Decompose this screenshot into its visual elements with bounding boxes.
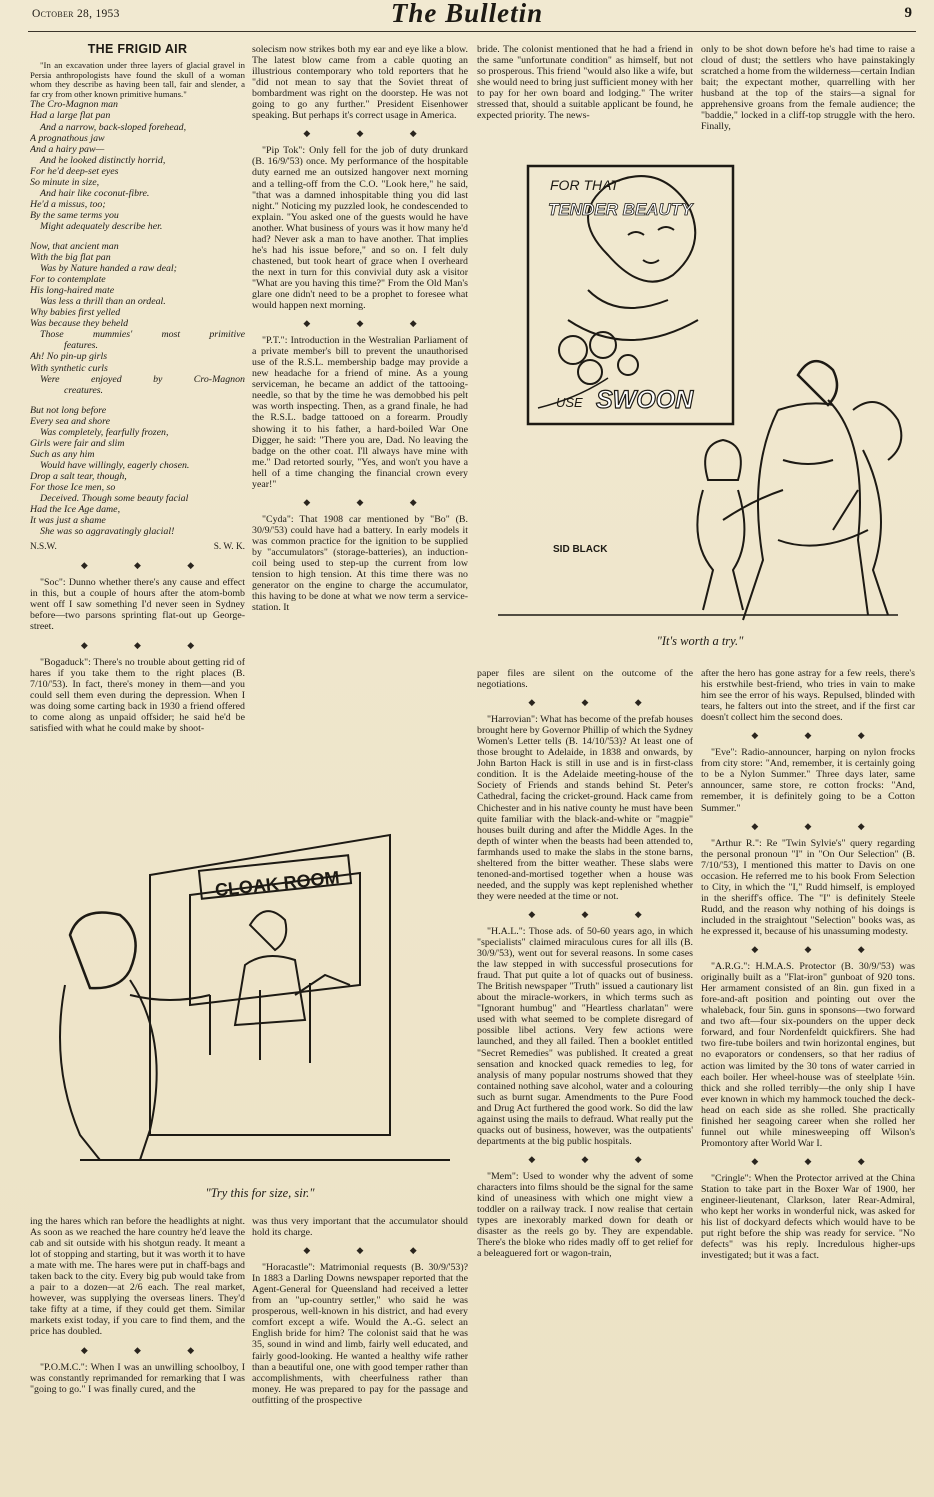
swoon-cartoon [478,160,915,622]
column-1-bottom [30,1216,245,1474]
paragraph-continued: was thus very important that the accumulator should hold its charge. [252,1216,468,1239]
paragraph-eve: "Eve": Radio-announcer, harping on nylon frocks from city store: "And, remember, it is certainly going to be a Nylon Summer." Three days later, same announcer, same store, re cotton frocks: "And, remember, it is definitely going to be a Cotton Summer." [701,747,915,814]
column-3 [477,668,693,1464]
section-separator: ◆ ◆ ◆ [528,697,664,708]
swoon-cartoon-drawing [478,160,915,622]
poem-stanza: Now, that ancient man With the big flat pan Was by Nature handed a raw deal; For to contemplate His long-haired mate Was less a thrill than an ordeal. Why babies first yelled Was because they beheld Those mummies' most primitive features. Ah! No pin-up girls With synthetic curls Were enjoyed by Cro-Magnon creatures. [30,240,245,396]
issue-date: October 28, 1953 [32,8,120,20]
paragraph-pt: "P.T.": Introduction in the Westralian Parliament of a private member's bill to prevent the unauthorised use of the R.S.L. membership badge may provide a new headache for a friend of mine. As a young serviceman, he became an addict of the tattooing-needle, so that by the time he was demobbed his pelt was worth inspecting. Then, as a grand finale, he had the R.S.L. badge tattooed on a forearm. Proudly showing it to his father, a hard-boiled War One Digger, he said: "There you are, Dad. No leaving the badge on the other coat. I'll always have mine with me." Dad retorted sourly, "Yes, and won't you have a hell of a time changing the financial crown every year!" [252,335,468,490]
column-4-top [701,44,915,152]
paragraph-continued: bride. The colonist mentioned that he had a friend in the same "unfortunate condition" as himself, but not so prosperous. This friend "would also like a wife, but she would need to bring just sufficient money with her to pay for her own board and lodging." The writer stressed that, should a suitable applicant be found, he expected priority. The news- [477,44,693,122]
poem-title: THE FRIGID AIR [87,44,188,56]
section-separator: ◆ ◆ ◆ [303,1245,439,1256]
cloak-room-cartoon-drawing [30,815,470,1180]
section-separator: ◆ ◆ ◆ [528,908,664,919]
section-separator: ◆ ◆ ◆ [303,318,439,329]
column-2 [252,44,468,804]
ad-line-2: TENDER BEAUTY [548,200,693,219]
cloak-room-cartoon [30,815,470,1180]
section-separator: ◆ ◆ ◆ [80,1344,217,1355]
paragraph-soc: "Soc": Dunno whether there's any cause and effect in this, but a couple of hours after the atom-bomb went off I saw something I'd never seen in Sydney before—two parsons sprinting flat-out up George-street. [30,577,245,633]
poem-body [30,99,245,537]
paragraph-mem: "Mem": Used to wonder why the advent of some characters into films should be the signal for the same kind of uneasiness with which one might view a toddler on a railway track. I now realise that certain types are inexorably marked down for death or disaster as the reels go by. They are expendable. There's the bloke who rides madly off to get relief for a beleaguered fort or wagon-train, [477,1170,693,1260]
masthead [0,0,934,32]
ad-brand: SWOON [596,386,694,414]
paragraph-harrovian: "Harrovian": What has become of the prefab houses brought here by Governor Phillip of which the Sydney Women's Letter tells (B. 14/10/'53)? At least one of those brought to Adelaide, in 1838 and onwards, by John Barton Hack is still in use and is in first-class condition. It is the Adelaide meeting-house of the Society of Friends and stands behind St. Peter's Cathedral, facing the cricket-ground. Hack came from Chichester and in his native county he must have been quite familiar with the black-and-white or "magpie" houses built during and after the Middle Ages. In the depth of winter when the beasts had been attended to, farmhands used to make the slabs in the stone barns, sheltered from the bitter weather. These slabs were tenoned-and-mortised together when a house was needed, and the supply was kept replenished whether they were needed at the time or not. [477,714,693,902]
section-separator: ◆ ◆ ◆ [528,1153,664,1164]
ad-line-3: USE [556,395,583,410]
poem-stanza: But not long before Every sea and shore Was completely, fearfully frozen, Girls were fair and slim Such as any him Would have willingly, eagerly chosen. Drop a salt tear, though, For those Ice men, so Deceived. Though some beauty facial Had the Ice Age dame, It was just a shame She was so aggravatingly glacial! [30,404,190,538]
paragraph-cringle: "Cringle": When the Protector arrived at the China Station to take part in the Boxer War of 1900, her engineer-lieutenant, Clarkson, later Rear-Admiral, who kept her works in wonderful nick, was asked for his list of dockyard defects which would have to be put right before the ship was ready for service. "No defects" was his reply. Incredulous higher-ups investigated; but it was a fact. [701,1172,915,1262]
paragraph-cyda: "Cyda": That 1908 car mentioned by "Bo" (B. 30/9/'53) could have had a battery. In early models it was common practice for the ignition to be supplied by "accumulators" (storage-batteries), an induction-coil being used to step-up the current from low tension to high tension. At this time there was no generator on the engine to charge the accumulator, this having to be done at what we now term a service-station. It [252,513,468,614]
poem-stanza: The Cro-Magnon man Had a large flat pan And a narrow, back-sloped forehead, A prognathous jaw And a hairy paw— And he looked distinctly horrid, For he'd deep-set eyes So minute in size, And hair like coconut-fibre. He'd a missus, too; By the same terms you Might adequately describe her. [30,99,187,232]
column-2-bottom [252,1216,468,1474]
header-rule [28,31,916,32]
poem-state: N.S.W. [30,542,57,553]
poem-epigraph: "In an excavation under three layers of glacial gravel in Persia anthropologists have found the skull of a woman whom they describe as having been tall, fair and slender, a far cry from other known primitive humans." [30,60,245,99]
paragraph-arg: "A.R.G.": H.M.A.S. Protector (B. 30/9/'53) was originally built as a "Flat-iron" gunboat of 920 tons. Her armament consisted of an 8in. gun fixed in a fore-and-aft position and pointing out over the whaleback, four 5in. guns in sponsons—two forward and two aft—four six-pounders on the upper deck forward, and four Nordenfeldt quickfirers. She had two fire-tube boilers and twin horizontal engines, but no evaporators or condensers, so that her radius of action was limited by the 30 tons of water carried in each boiler. Her wheel-house was of steelplate ½in. thick and she rolled terribly—the only ship I have ever known in which my hammock touched the deck-head on each side as she rolled. She practically finished her seagoing career when she rolled her funnel out while minesweeping off Wilson's Promontory after World War I. [701,961,915,1149]
section-separator: ◆ ◆ ◆ [303,128,439,139]
paragraph-hal: "H.A.L.": Those ads. of 50-60 years ago, in which "specialists" claimed miraculous cures for all ills (B. 30/9/'53), went out for several reasons. In some cases the law stepped in with successful prosecutions for fraud. That put quite a lot of quacks out of business. The British newspaper "Truth" issued a cautionary list about the miracle-workers, in which terms such as "Ignorant humbug" and "Heartless charlatan" were used with what seemed to be complete disregard of possible libel actions. Very few actions were launched, and they all failed. Then a booklet entitled "Secret Remedies" was published. It created a great sensation and knocked quack remedies to leg, for analysis of many popular nostrums showed that they contained nothing save alcohol, water and a colouring such as burnt sugar. Amendments to the Pure Food and Drug Act furthered the good work. So did the law against using the mails to defraud. What really put the quacks out of business, however, was the outpatients' departments at the big public hospitals. [477,925,693,1147]
paragraph-continued: after the hero has gone astray for a few reels, there's his erstwhile best-friend, who tries in vain to make him see the error of his ways. Repulsed, blinded with tears, he falters out into the street, and if the first car doesn't collect him the second does. [701,668,915,724]
cloak-room-caption: "Try this for size, sir." [205,1186,315,1200]
paragraph-pomc: "P.O.M.C.": When I was an unwilling schoolboy, I was constantly reprimanded for remarking that I was "going to go." I was finally cured, and the [30,1361,245,1395]
column-4 [701,668,915,1464]
paragraph-bogaduck: "Bogaduck": There's no trouble about getting rid of hares if you take them to the right places (B. 7/10/'53). In fact, there's money in them—and you could sell them even during the depression. When I was doing some carting back in 1930 a friend offered to come along as unpaid offsider; he said he'd be satisfied with what he could make by shoot- [30,656,245,734]
paragraph-pip-tok: "Pip Tok": Only fell for the job of duty drunkard (B. 16/9/'53) once. My performance of the hospitable duty earned me an outsized hangover next morning and a telling-off from the C.O. "Look here," he said, "that was a damned inhospitable thing you did last night." Noticing my puzzled look, he condescended to explain. "You asked one of the guests would he have another. What business of yours was it how many he'd had? Never ask a man to have another. That implies he's had his issue before," and so on. I felt duly chastened, but took heart of grace when I overheard the next in turn for this convivial duty ask a visitor "What are you having this time?" From the Old Man's glare one didn't need to be a prophet to foresee what would happen next morning. [252,145,468,312]
cloak-room-sign: CLOAK ROOM [214,867,341,901]
section-separator: ◆ ◆ ◆ [751,944,887,955]
paragraph-continued: paper files are silent on the outcome of the negotiations. [477,668,693,691]
page-number: 9 [904,5,912,21]
paragraph-arthur: "Arthur R.": Re "Twin Sylvie's" query regarding the personal pronoun "I" in "On Our Selection" (B. 7/10/'53), I mentioned this matter to Davis on one occasion. He referred me to his book From Selection to City, in which the "I," Rudd himself, is employed in the sheriff's office. The "I" is definitely Steele Rudd, and the reason why nothing of his doings is included in the straightout "Selection" books was, as he expressed it, because of his unassuming modesty. [701,837,915,937]
paragraph-continued: solecism now strikes both my ear and eye like a blow. The latest blow came from a cable quoting an illustrious contemporary who told reporters that he "did not mean to say that the Soviet threat of bombardment was right on the doorstep. He was not going to go any further." President Eisenhower speaking. But perhaps it's correct usage in America. [252,44,468,122]
ad-line-1: FOR THAT [550,177,619,193]
paragraph-continued: only to be shot down before he's had time to raise a cloud of dust; the settlers who have painstakingly scratched a home from the wilderness—certain Indian bait; the expectant mother, quarrelling with her husband at the top of the stairs—a signal for apprehensive groans from the female audience; the "baddie," locked in a cliff-top struggle with the hero. Finally, [701,44,915,133]
paragraph-continued: ing the hares which ran before the headlights at night. As soon as we reached the hare country he'd leave the cab and sit outside with his shotgun ready. It meant a lot of stopping and starting, but it was worth it to have a mate with me. The hares were put in chaff-bags and taken back to the city. Every big pub would take from a pair to a dozen—at 2/6 each. The real market, however, was supplying the overseas liners. They'd take fifty at a time, if they could get them. Similar markets exist today, if you care to find them, and the price has doubled. [30,1216,245,1338]
column-3-top [477,44,693,152]
publication-title: The Bulletin [390,0,544,28]
section-separator: ◆ ◆ ◆ [751,820,887,831]
section-separator: ◆ ◆ ◆ [80,560,217,571]
artist-signature: SID BLACK [553,544,608,555]
paragraph-horacastle: "Horacastle": Matrimonial requests (B. 30/9/'53)? In 1883 a Darling Downs newspaper reported that the Agent-General for Queensland had received a letter from an "up-country settler," who said he was prosperous, well-known in his district, and had every comfort except a wife. Would the A.-G. select an English bride for him? The colonist said that he was 35, sound in wind and limb, fairly well educated, and fairly good-looking. He wanted a healthy wife rather than a beautiful one, one with good temper rather than accomplishments, with cheerfulness rather than money. He was prepared to pay for the passage and outfitting of the prospective [252,1262,468,1406]
section-separator: ◆ ◆ ◆ [751,1155,887,1166]
section-separator: ◆ ◆ ◆ [303,496,439,507]
section-separator: ◆ ◆ ◆ [751,730,887,741]
swoon-caption: "It's worth a try." [656,634,744,648]
section-separator: ◆ ◆ ◆ [80,639,217,650]
poem-signature [30,542,245,553]
poem-author: S. W. K. [213,542,245,553]
